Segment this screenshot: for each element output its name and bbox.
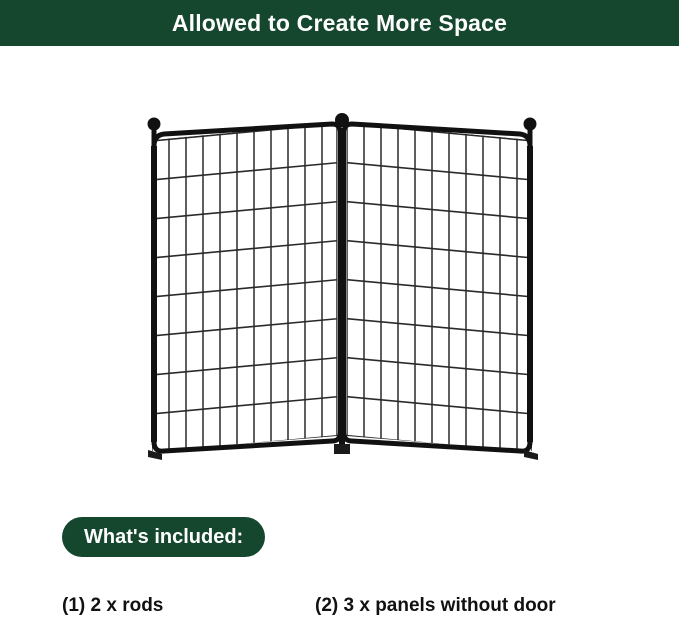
left-panel bbox=[140, 106, 345, 466]
list-item: (1) 2 x rods bbox=[62, 595, 164, 616]
page-title: Allowed to Create More Space bbox=[171, 9, 508, 36]
list-item: (2) 3 x panels without door bbox=[315, 595, 556, 616]
right-panel bbox=[340, 106, 544, 466]
pet-playpen-illustration bbox=[100, 106, 580, 466]
header-banner bbox=[0, 0, 679, 46]
whats-included-badge bbox=[62, 517, 265, 557]
included-items-list bbox=[0, 596, 679, 627]
product-image-area bbox=[0, 46, 679, 501]
whats-included-label: What's included: bbox=[84, 526, 244, 548]
